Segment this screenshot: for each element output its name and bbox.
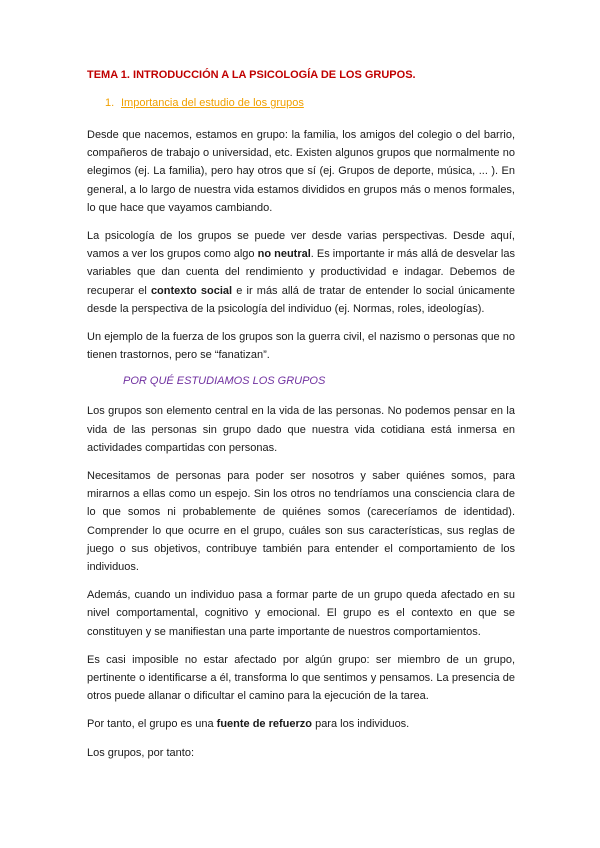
text-span: La psicología de los grupos se puede ver desde varias perspectivas. Desde aquí, vamos a ver los grupos como algo: [87, 230, 515, 261]
page-title: TEMA 1. INTRODUCCIÓN A LA PSICOLOGÍA DE LOS GRUPOS.: [87, 69, 416, 81]
text-span: Por tanto, el grupo es una: [87, 718, 217, 731]
section-heading: POR QUÉ ESTUDIAMOS LOS GRUPOS: [123, 375, 326, 388]
section-subheading: [87, 96, 515, 110]
text-span: e ir más allá de tratar de entender lo social únicamente desde la perspectiva de la psicología del individuo (ej. Normas, roles, ideologías).: [87, 284, 515, 315]
subheading-link[interactable]: Importancia del estudio de los grupos: [121, 97, 304, 109]
bold-no-neutral: no neutral: [257, 248, 311, 261]
bold-contexto-social: contexto social: [150, 284, 233, 297]
paragraph-central: Los grupos son elemento central en la vida de las personas. No podemos pensar en la vida de las personas sin grupo dado que nuestra vida cotidiana está inmersa en actividades compartidas con personas.: [87, 405, 515, 454]
paragraph-identity: Necesitamos de personas para poder ser nosotros y saber quiénes somos, para mirarnos a ellas como un espejo. Sin los otros no tendríamos una consciencia clara de lo que somos ni probablemente de quiénes somos (careceríamos de identidad). Comprender lo que ocurre en el grupo, cuáles son sus características, sus reglas de juego o sus objetivos, contribuye también para entender el comportamiento de los individuos.: [87, 470, 515, 574]
paragraph-por-tanto: Los grupos, por tanto:: [87, 746, 195, 759]
paragraph-perspectives: [87, 227, 515, 318]
paragraph-impossible: Es casi imposible no estar afectado por algún grupo: ser miembro de un grupo, pertinente o identificarse a él, transforma lo que sentimos y pensamos. La presencia de otros puede allanar o dificultar el camino para la ejecución de la tarea.: [87, 653, 515, 703]
text-span: . Es importante ir más allá de desvelar las variables que dan cuenta del rendimiento y productividad e indagar. Debemos de recuperar el: [87, 248, 515, 297]
text-span: para los individuos.: [312, 718, 410, 731]
subheading-number: 1.: [105, 97, 115, 109]
document-content: [87, 68, 515, 772]
paragraph-refuerzo: [87, 715, 515, 733]
paragraph-intro: Desde que nacemos, estamos en grupo: la familia, los amigos del colegio o del barrio, compañeros de trabajo o universidad, etc. Existen algunos grupos que normalmente no elegimos (ej. La familia), pero hay otros que sí (ej. Grupos de deporte, música, ... ). En general, a lo largo de nuestra vida estamos divididos en grupos más o menos formales, lo que hace que vayamos cambiando.: [87, 129, 515, 214]
bold-fuente-refuerzo: fuente de refuerzo: [216, 718, 313, 731]
paragraph-example: Un ejemplo de la fuerza de los grupos son la guerra civil, el nazismo o personas que no tienen trastornos, pero se “fanatizan”.: [87, 331, 515, 362]
paragraph-affected: Además, cuando un individuo pasa a formar parte de un grupo queda afectado en su nivel comportamental, cognitivo y emocional. El grupo es el contexto en que se constituyen y se manifiestan una parte importante de nuestros comportamientos.: [87, 589, 515, 638]
